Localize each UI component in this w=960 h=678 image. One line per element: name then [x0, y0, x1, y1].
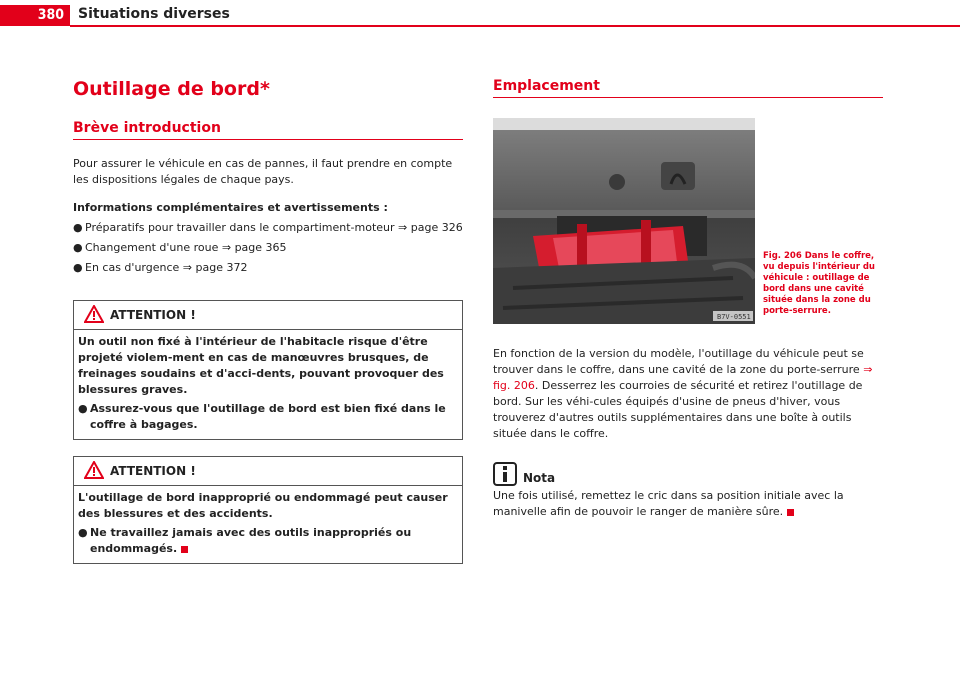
bullet-icon: ● [73, 221, 83, 234]
warning-box-1 [73, 300, 463, 440]
figure-206 [493, 118, 883, 324]
warning-title: ATTENTION ! [110, 464, 196, 478]
end-mark-icon [181, 546, 188, 553]
page-header [0, 0, 960, 30]
warning-text: L'outillage de bord inapproprié ou endommagé peut causer des blessures et des accidents. [78, 491, 448, 520]
trunk-toolkit-image [493, 118, 755, 324]
arrow-icon: ⇒ [398, 221, 408, 234]
arrow-icon: ⇒ [182, 261, 192, 274]
end-mark-icon [787, 509, 794, 516]
info-heading: Informations complémentaires et avertissements : [73, 201, 388, 214]
section-title: Situations diverses [78, 6, 230, 22]
ref-page-link[interactable]: page 326 [410, 221, 463, 234]
arrow-icon: ⇒ [221, 241, 232, 254]
subsection-title: Brève introduction [73, 120, 463, 140]
note-title: Nota [523, 471, 556, 485]
warning-triangle-icon [84, 305, 104, 323]
bullet-icon: ● [73, 261, 83, 274]
header-rule [70, 25, 960, 27]
warning-triangle-icon [84, 461, 104, 479]
warning-title: ATTENTION ! [110, 308, 196, 322]
note-text: Une fois utilisé, remettez le cric dans sa position initiale avec la manivelle afin de pouvoir le ranger de manière sûre. [493, 489, 844, 518]
intro-paragraph: Pour assurer le véhicule en cas de pannes, il faut prendre en compte les dispositions légales de chaque pays. [73, 157, 453, 186]
ref-item[interactable] [73, 240, 463, 256]
ref-text: Changement d'une roue [85, 241, 219, 254]
ref-page-link[interactable]: page 372 [195, 261, 248, 274]
bullet-icon: ● [78, 402, 88, 415]
bullet-icon: ● [78, 526, 88, 539]
ref-text: En cas d'urgence [85, 261, 180, 274]
warning-bullet: ● Assurez-vous que l'outillage de bord est bien fixé dans le coffre à bagages. [78, 402, 446, 431]
ref-item[interactable] [73, 220, 463, 236]
fig-link[interactable]: ⇒ fig. 206 [493, 363, 873, 392]
page-number: 380 [0, 5, 70, 26]
trunk-photo [493, 118, 755, 324]
ref-item[interactable] [73, 260, 463, 276]
section-heading: Emplacement [493, 78, 883, 98]
bullet-icon: ● [73, 241, 83, 254]
warning-box-2 [73, 456, 463, 564]
note-heading [493, 462, 883, 486]
body-paragraph: En fonction de la version du modèle, l'outillage du véhicule peut se trouver dans le coffre, dans une cavité de la zone du porte-serrure ⇒ fig. 206. Desserrez les courroies de sécurité et retirez l'outillage de bord. Sur les véhi-cules équipés d'usine de pneus d'hiver, vous trouverez d'autres outils supplémentaires dans une boîte à outils située dans le coffre. [493, 347, 873, 440]
ref-page-link[interactable]: page 365 [234, 241, 287, 254]
page-title: Outillage de bord* [73, 78, 270, 100]
figure-caption: Fig. 206 Dans le coffre, vu depuis l'intérieur du véhicule : outillage de bord dans une cavité située dans la zone du porte-serrure. [763, 251, 875, 316]
ref-text: Préparatifs pour travailler dans le compartiment-moteur [85, 221, 395, 234]
left-column [73, 78, 463, 564]
warning-bullet: ● Ne travaillez jamais avec des outils inappropriés ou endommagés. [78, 526, 412, 555]
warning-text: Un outil non fixé à l'intérieur de l'habitacle risque d'être projeté violem-ment en cas de manœuvres brusques, de freinages soudains et d'acci-dents, pouvant provoquer des blessures graves. [78, 335, 444, 396]
image-code: B7V-0551 [717, 313, 751, 321]
right-column [493, 78, 883, 520]
info-note-icon [493, 462, 517, 486]
